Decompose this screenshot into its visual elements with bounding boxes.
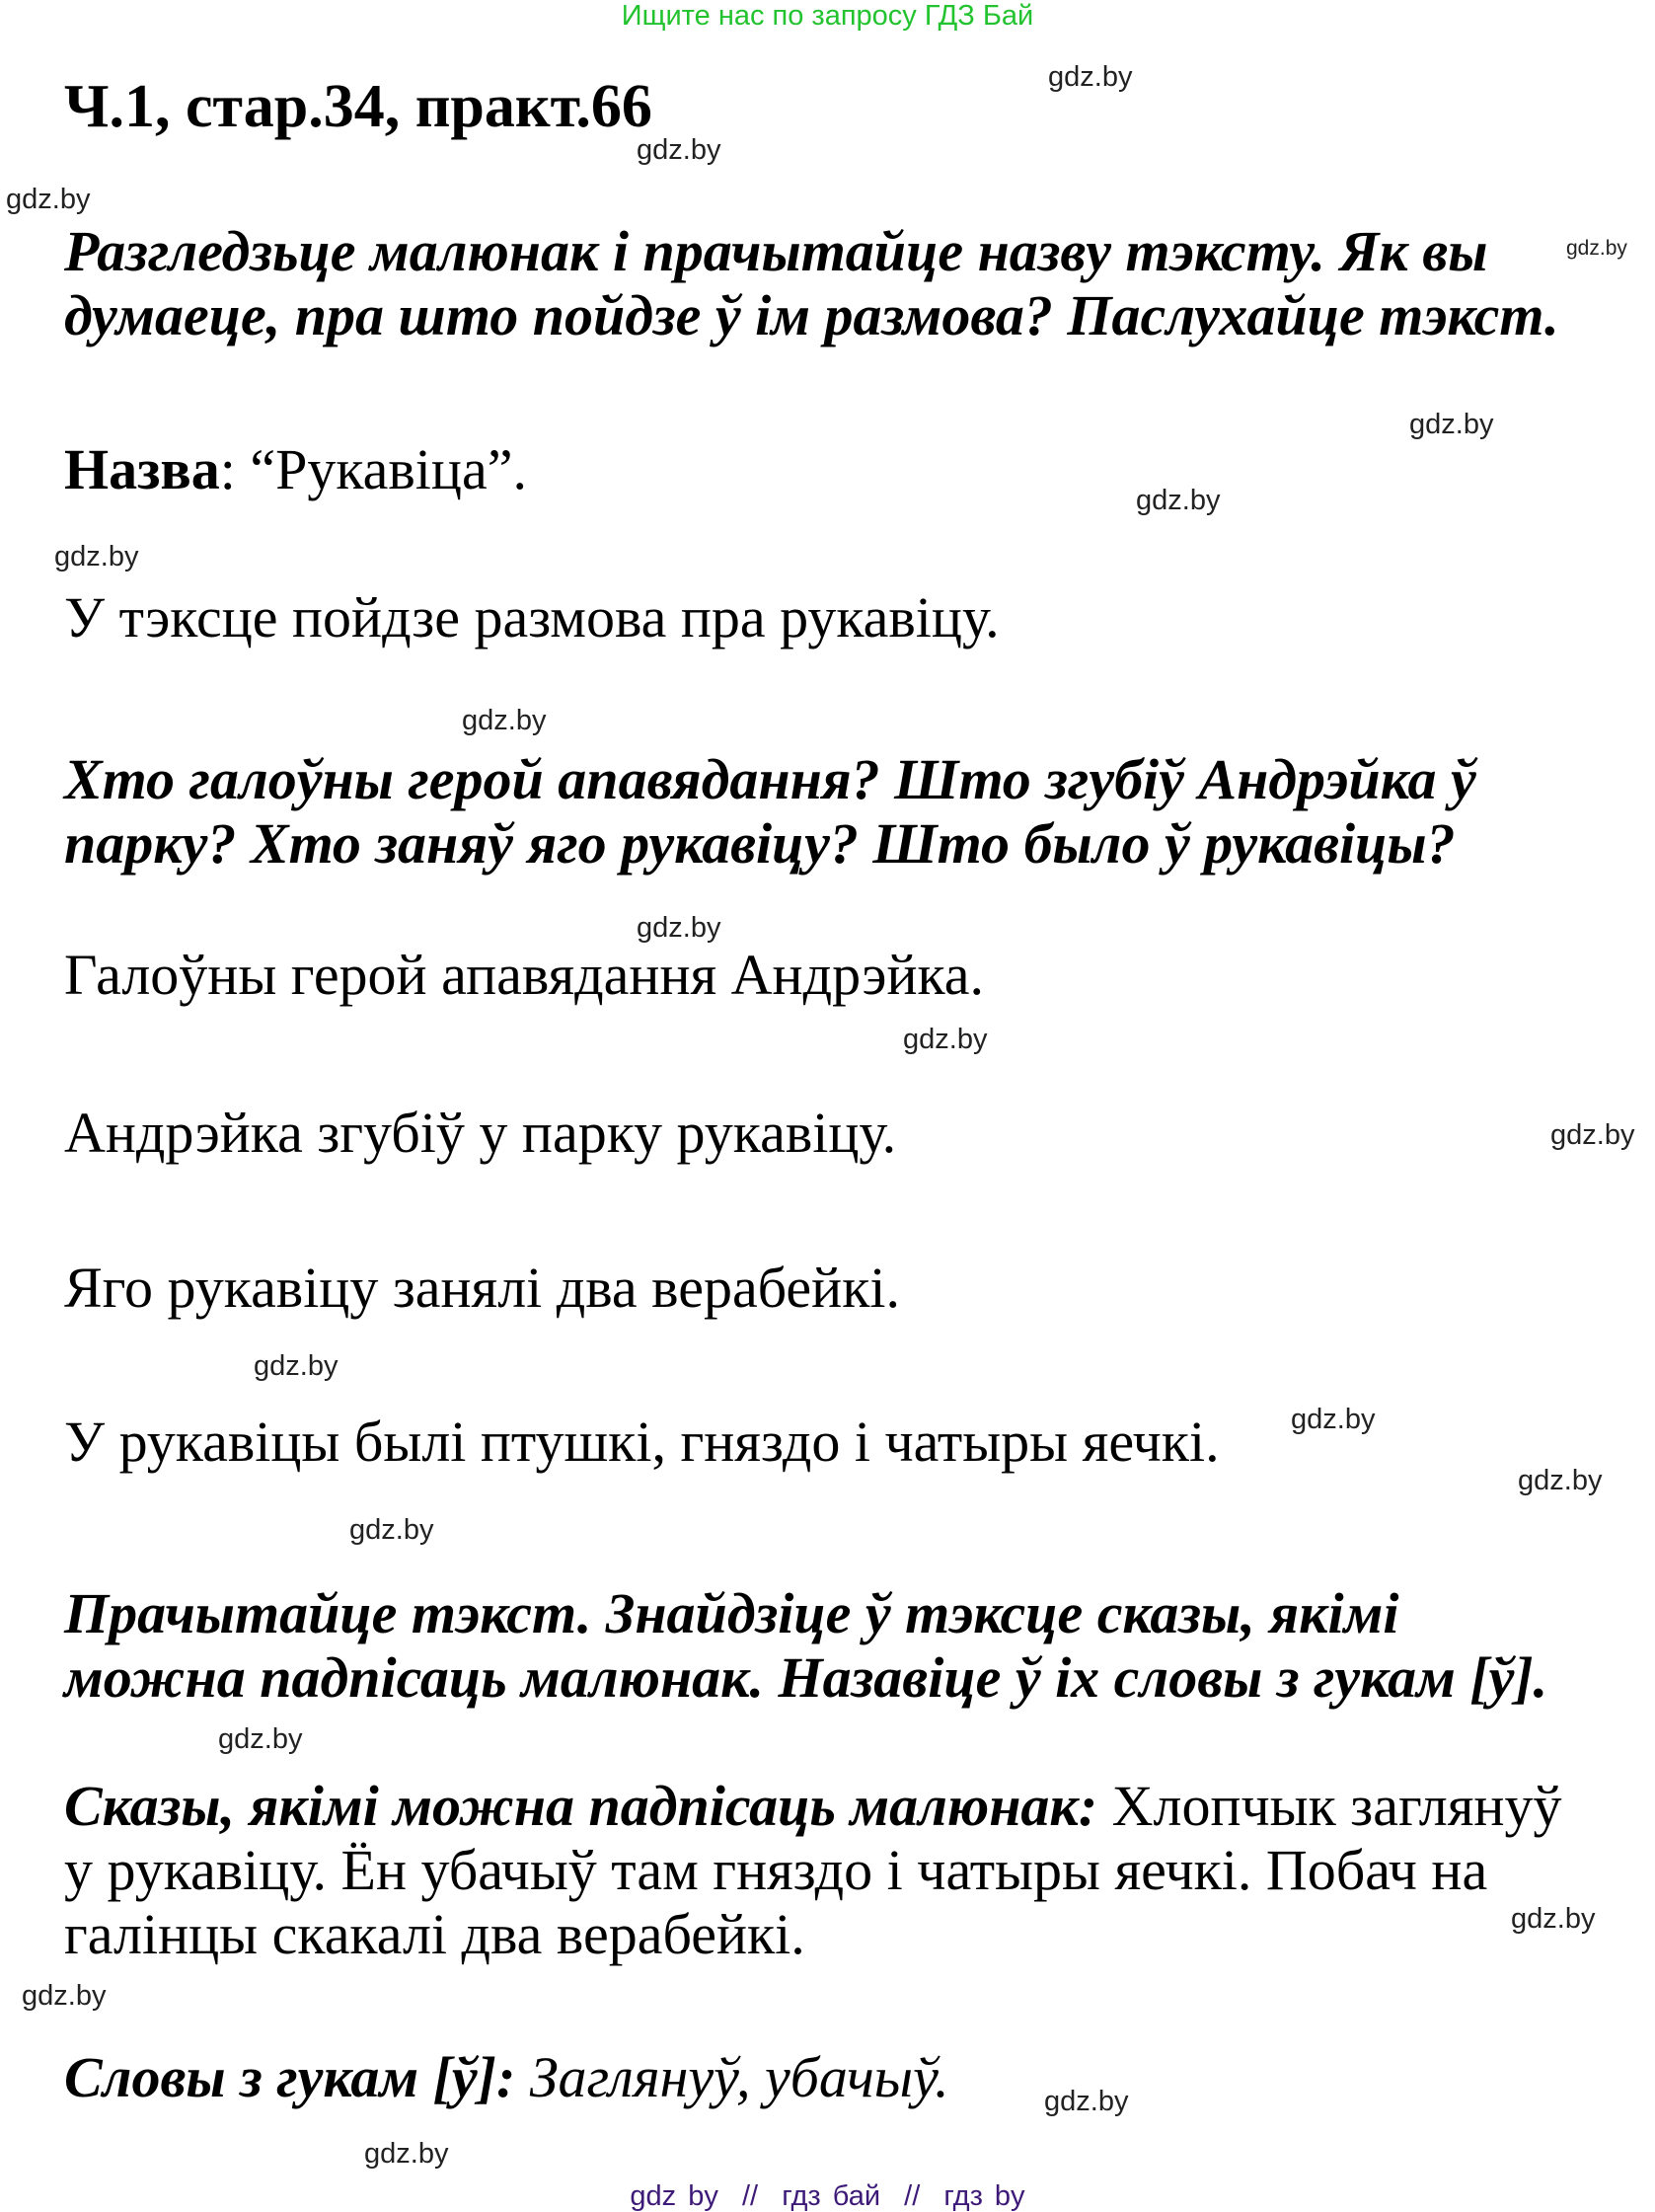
question-2-line-1: Хто галоўны герой апавядання? Што згубіў Андрэйка ў (64, 747, 1476, 811)
answer-sentences-text-1: Хлопчык заглянуў (1097, 1774, 1562, 1838)
watermark: gdz.by (1511, 1903, 1596, 1935)
answer-title-colon: : (219, 437, 236, 501)
question-1-line-1: Разгледзьце малюнак і прачытайце назву тэксту. Як вы (64, 219, 1488, 283)
watermark: gdz.by (349, 1514, 434, 1546)
watermark: gdz.by (218, 1723, 303, 1755)
answer-sentences (64, 1774, 1561, 1966)
header-banner: Ищите нас по запросу ГДЗ Бай (621, 0, 1034, 32)
watermark: gdz.by (1048, 61, 1133, 93)
watermark: gdz.by (6, 184, 91, 215)
watermark: gdz.by (462, 705, 547, 736)
page-title: Ч.1, стар.34, практ.66 (64, 73, 652, 140)
answer-sentences-line-2: у рукавіцу. Ён убачыў там гняздо і чатыры яечкі. Побач на (64, 1838, 1488, 1902)
answer-sentences-line-1 (64, 1774, 1561, 1838)
watermark: gdz.by (54, 541, 139, 572)
answer-sentences-label: Сказы, якімі можна падпісаць малюнак: (64, 1774, 1098, 1838)
watermark: gdz.by (1518, 1465, 1603, 1496)
watermark: gdz.by (1409, 409, 1494, 440)
question-1 (64, 219, 1559, 347)
question-3 (64, 1581, 1547, 1710)
answer-words (64, 2045, 949, 2109)
answer-sentences-line-3: галінцы скакалі два верабейкі. (64, 1902, 805, 1966)
watermark: gdz.by (1550, 1119, 1635, 1151)
question-3-line-2: можна падпісаць малюнак. Назавіце ў іх словы з гукам [ў]. (64, 1645, 1548, 1710)
answer-hero: Галоўны герой апавядання Андрэйка. (64, 943, 985, 1007)
footer-banner: gdz by // гдз бай // гдз by (630, 2180, 1025, 2212)
question-2-line-2: парку? Хто заняў яго рукавіцу? Што было ў рукавіцы? (64, 811, 1456, 876)
watermark: gdz.by (1136, 485, 1221, 516)
question-2 (64, 747, 1476, 876)
watermark: gdz.by (637, 134, 721, 166)
watermark: gdz.by (1044, 2086, 1129, 2117)
watermark: gdz.by (254, 1350, 339, 1382)
answer-topic: У тэксце пойдзе размова пра рукавіцу. (64, 585, 1000, 649)
watermark: gdz.by (637, 912, 721, 944)
watermark: gdz.by (1291, 1404, 1376, 1435)
watermark: gdz.by (1566, 237, 1627, 260)
answer-lost: Андрэйка згубіў у парку рукавіцу. (64, 1101, 897, 1165)
question-3-line-1: Прачытайце тэкст. Знайдзіце ў тэксце сказы, якімі (64, 1581, 1399, 1645)
answer-title-label: Назва (64, 437, 220, 501)
answer-title-value: “Рукавіца”. (235, 437, 527, 501)
watermark: gdz.by (364, 2138, 449, 2170)
watermark: gdz.by (22, 1980, 107, 2012)
question-1-line-2: думаеце, пра што пойдзе ў ім размова? Паслухайце тэкст. (64, 283, 1559, 347)
answer-inside: У рукавіцы былі птушкі, гняздо і чатыры яечкі. (64, 1410, 1220, 1474)
answer-words-value: Заглянуў, убачыў. (515, 2045, 949, 2109)
answer-title (64, 437, 527, 501)
answer-occupied: Яго рукавіцу занялі два верабейкі. (64, 1256, 901, 1320)
answer-words-label: Словы з гукам [ў]: (64, 2045, 516, 2109)
watermark: gdz.by (903, 1024, 988, 1055)
